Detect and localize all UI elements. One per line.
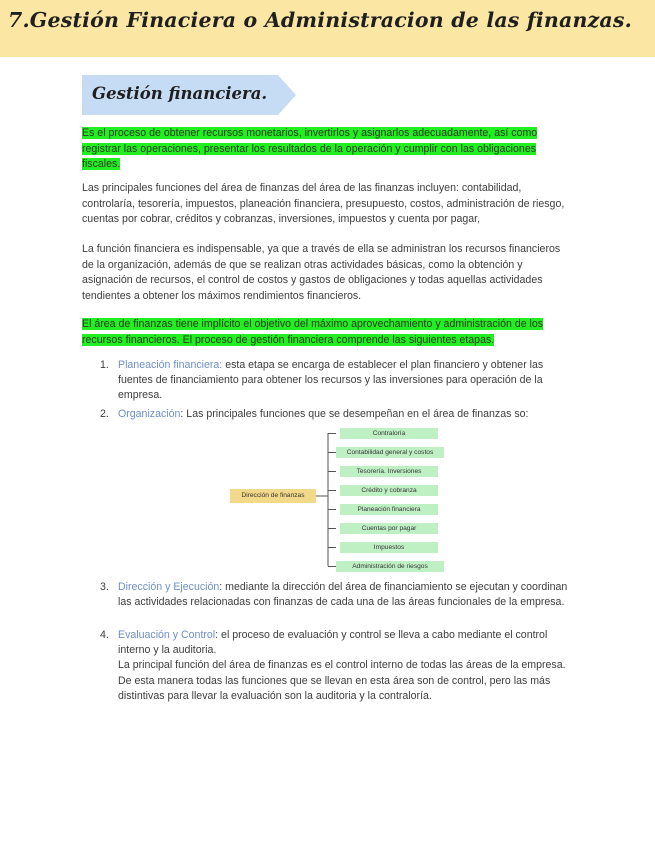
list-term: Planeación financiera: bbox=[118, 359, 223, 371]
list-number: 4. bbox=[100, 629, 109, 641]
list-number: 3. bbox=[100, 581, 109, 593]
connector-tick bbox=[328, 452, 336, 453]
title-banner bbox=[0, 0, 655, 57]
section-tag bbox=[82, 75, 296, 115]
list-item bbox=[100, 358, 568, 404]
list-number: 1. bbox=[100, 359, 109, 371]
list-text: esta etapa se encarga de establecer el plan financiero y obtener las fuentes de financiamiento para obtener los recursos y las inversiones para operación de la empresa. bbox=[118, 359, 544, 402]
list-item bbox=[100, 628, 568, 704]
list-extra-text: La principal función del área de finanzas es el control interno de todas las áreas de la empresa. De esta manera todas las funciones que se llevan en esta área son de control, pero las más distintivas para llevar la evaluación son la auditoria y la contraloría. bbox=[118, 659, 566, 702]
org-diagram bbox=[230, 425, 460, 573]
list-term: Dirección y Ejecución bbox=[118, 581, 220, 593]
list-text: : mediante la dirección del área de financiamiento se ejecutan y coordinan las actividades relacionadas con finanzas de cada una de las áreas funcionales de la empresa. bbox=[118, 581, 568, 609]
diagram-box: Contabilidad general y costos bbox=[336, 447, 444, 458]
paragraph-objective bbox=[82, 317, 570, 348]
diagram-box: Tesorería. Inversiones bbox=[340, 466, 438, 477]
diagram-box: Administración de riesgos bbox=[336, 561, 444, 572]
diagram-box: Impuestos bbox=[340, 542, 438, 553]
diagram-box: Contraloría bbox=[340, 428, 438, 439]
highlighted-text: Es el proceso de obtener recursos monetarios, invertirlos y asignarlos adecuadamente, así como registrar las operaciones, presentar los resultados de la operación y cumplir con las obligaciones fiscales. bbox=[82, 127, 538, 170]
diagram-root: Dirección de finanzas bbox=[230, 489, 316, 503]
connector-tick bbox=[328, 471, 336, 472]
list-text: : el proceso de evaluación y control se lleva a cabo mediante el control interno y la auditoria. bbox=[118, 629, 548, 657]
connector-tick bbox=[328, 566, 336, 567]
highlighted-text: El área de finanzas tiene implícito el objetivo del máximo aprovechamiento y administración de los recursos financieros. El proceso de gestión financiera comprende las siguientes etapas. bbox=[82, 318, 544, 346]
list-term: Evaluación y Control bbox=[118, 629, 216, 641]
connector-tick bbox=[328, 433, 336, 434]
page-title: 7.Gestión Finaciera o Administracion de las finanzas. bbox=[8, 8, 632, 32]
diagram-box: Cuentas por pagar bbox=[340, 523, 438, 534]
connector-tick bbox=[328, 509, 336, 510]
list-text: : Las principales funciones que se desempeñan en el área de finanzas so: bbox=[180, 408, 529, 420]
list-number: 2. bbox=[100, 408, 109, 420]
section-heading: Gestión financiera. bbox=[92, 84, 268, 103]
paragraph-functions: Las principales funciones del área de finanzas del área de las finanzas incluyen: contabilidad, controlaría, tesorería, impuestos, planeación financiera, presupuesto, costos, administración de riesgo, cuentas por cobrar, créditos y cobranzas, inversiones, impuestos y cuenta por pagar, bbox=[82, 182, 565, 225]
connector-tick bbox=[328, 547, 336, 548]
list-item bbox=[100, 580, 568, 610]
list-item bbox=[100, 407, 568, 422]
paragraph-definition bbox=[82, 126, 570, 173]
diagram-box: Planeación financiera bbox=[340, 504, 438, 515]
list-term: Organización bbox=[118, 408, 181, 420]
paragraph-importance: La función financiera es indispensable, ya que a través de ella se administran los recursos financieros de la organización, además de que se realizan otras actividades básicas, como la obtención y asignación de recursos, el control de costos y gastos de obligaciones y todas aquellas actividades tendientes a obtener los máximos rendimientos financieros. bbox=[82, 243, 561, 302]
connector-tick bbox=[328, 528, 336, 529]
diagram-box: Crédito y cobranza bbox=[340, 485, 438, 496]
connector-tick bbox=[328, 490, 336, 491]
